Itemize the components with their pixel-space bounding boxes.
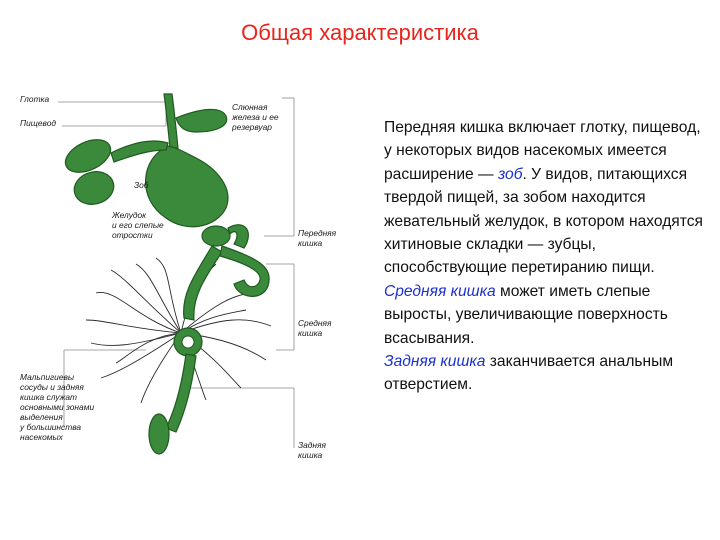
- label-slyunnaya-3: резервуар: [232, 122, 272, 132]
- slide-title: Общая характеристика: [241, 20, 479, 45]
- label-malpigievy-4: основными зонами: [20, 402, 95, 412]
- digestive-organs: [60, 94, 269, 454]
- label-perednyaya-2: кишка: [298, 238, 323, 248]
- paragraph-foregut: [384, 116, 704, 280]
- label-slyunnaya-1: Слюнная: [232, 102, 268, 112]
- label-zadnyaya-2: кишка: [298, 450, 323, 460]
- ileum-ring-hole: [182, 336, 194, 348]
- label-malpigievy-6: у большинства: [20, 422, 82, 432]
- term-zob: зоб: [497, 165, 523, 183]
- paragraph-midgut-text: может иметь слепые выросты, увеличивающие поверхность всасывания.: [384, 282, 668, 347]
- midgut-loop: [220, 246, 269, 296]
- proventriculus: [202, 226, 230, 246]
- salivary-gland: [176, 109, 227, 132]
- paragraph-hindgut-text: заканчивается анальным отверстием.: [384, 353, 674, 394]
- label-perednyaya-1: Передняя: [298, 228, 337, 238]
- label-malpigievy-2: сосуды и задняя: [20, 382, 84, 392]
- gland-lobe-upper-left: [60, 133, 115, 179]
- hindgut: [166, 354, 196, 432]
- label-zadnyaya-1: Задняя: [298, 440, 326, 450]
- label-zheludok-3: отростки: [112, 230, 153, 240]
- paragraph-hindgut: [384, 350, 704, 397]
- gland-lobe-lower-left: [71, 167, 118, 208]
- description-text: [384, 116, 704, 397]
- label-malpigievy-3: кишка служат: [20, 392, 77, 402]
- term-zadnyaya-kishka: Задняя кишка: [384, 353, 486, 371]
- paragraph-midgut: [384, 280, 704, 350]
- label-zheludok-1: Желудок: [112, 210, 147, 220]
- label-srednyaya-1: Средняя: [298, 318, 332, 328]
- label-zob: Зоб: [134, 180, 149, 190]
- rectum: [149, 414, 169, 454]
- label-malpigievy-7: насекомых: [20, 432, 63, 442]
- midgut: [184, 246, 222, 320]
- label-malpigievy-5: выделения: [20, 412, 63, 422]
- term-srednyaya-kishka: Средняя кишка: [384, 282, 496, 300]
- label-pishchevod: Пищевод: [20, 118, 56, 128]
- label-srednyaya-2: кишка: [298, 328, 323, 338]
- crop: [146, 146, 228, 227]
- label-zheludok-2: и его слепые: [112, 220, 164, 230]
- paragraph-foregut-text-a: Передняя кишка включает глотку, пищевод, у некоторых видов насекомых имеется расширение —: [384, 119, 701, 183]
- digestive-system-diagram: [16, 88, 358, 466]
- label-slyunnaya-2: железа и ее: [232, 112, 279, 122]
- label-glotka: Глотка: [20, 94, 50, 104]
- insect-digestive-system-figure: [16, 88, 358, 466]
- paragraph-foregut-text-b: . У видов, питающихся твердой пищей, за зобом находится жевательный желудок, в котором находятся хитиновые складки — зубцы, способствующие перетиранию пищи.: [384, 165, 703, 277]
- gastric-caeca: [228, 225, 248, 248]
- label-malpigievy-1: Мальпигиевы: [20, 372, 75, 382]
